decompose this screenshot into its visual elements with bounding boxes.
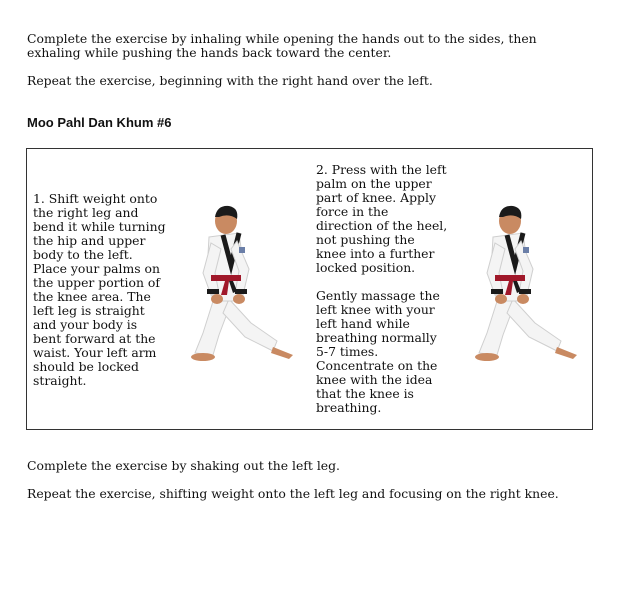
- step-2-paragraph-2: Gently massage the left knee with your left hand while breathing normally 5-7 times. Concentrate on the knee with the idea that the knee is breathing.: [316, 288, 440, 415]
- step-2-paragraph-1: 2. Press with the left palm on the upper part of knee. Apply force in the direction of the heel, not pushing the knee into a further locked position.: [316, 162, 448, 275]
- taekwondo-figure-step-1: [173, 203, 305, 373]
- taekwondo-figure-step-2: [457, 203, 589, 373]
- outro-paragraph-2: Repeat the exercise, shifting weight onto the left leg and focusing on the right knee.: [27, 486, 559, 501]
- step-1-text: 1. Shift weight onto the right leg and bend it while turning the hip and upper body to the left. Place your palms on the upper portion of the knee area. The left leg is straight and your body is bent forward at the waist. Your left arm should be locked straight.: [33, 191, 166, 388]
- intro-paragraph-1: Complete the exercise by inhaling while opening the hands out to the sides, then exhaling while pushing the hands back toward the center.: [27, 31, 537, 60]
- intro-paragraph-2: Repeat the exercise, beginning with the right hand over the left.: [27, 73, 433, 88]
- section-heading: Moo Pahl Dan Khum #6: [27, 115, 172, 130]
- exercise-box: [26, 148, 593, 430]
- step-2-text: [316, 163, 448, 415]
- outro-paragraph-1: Complete the exercise by shaking out the left leg.: [27, 458, 340, 473]
